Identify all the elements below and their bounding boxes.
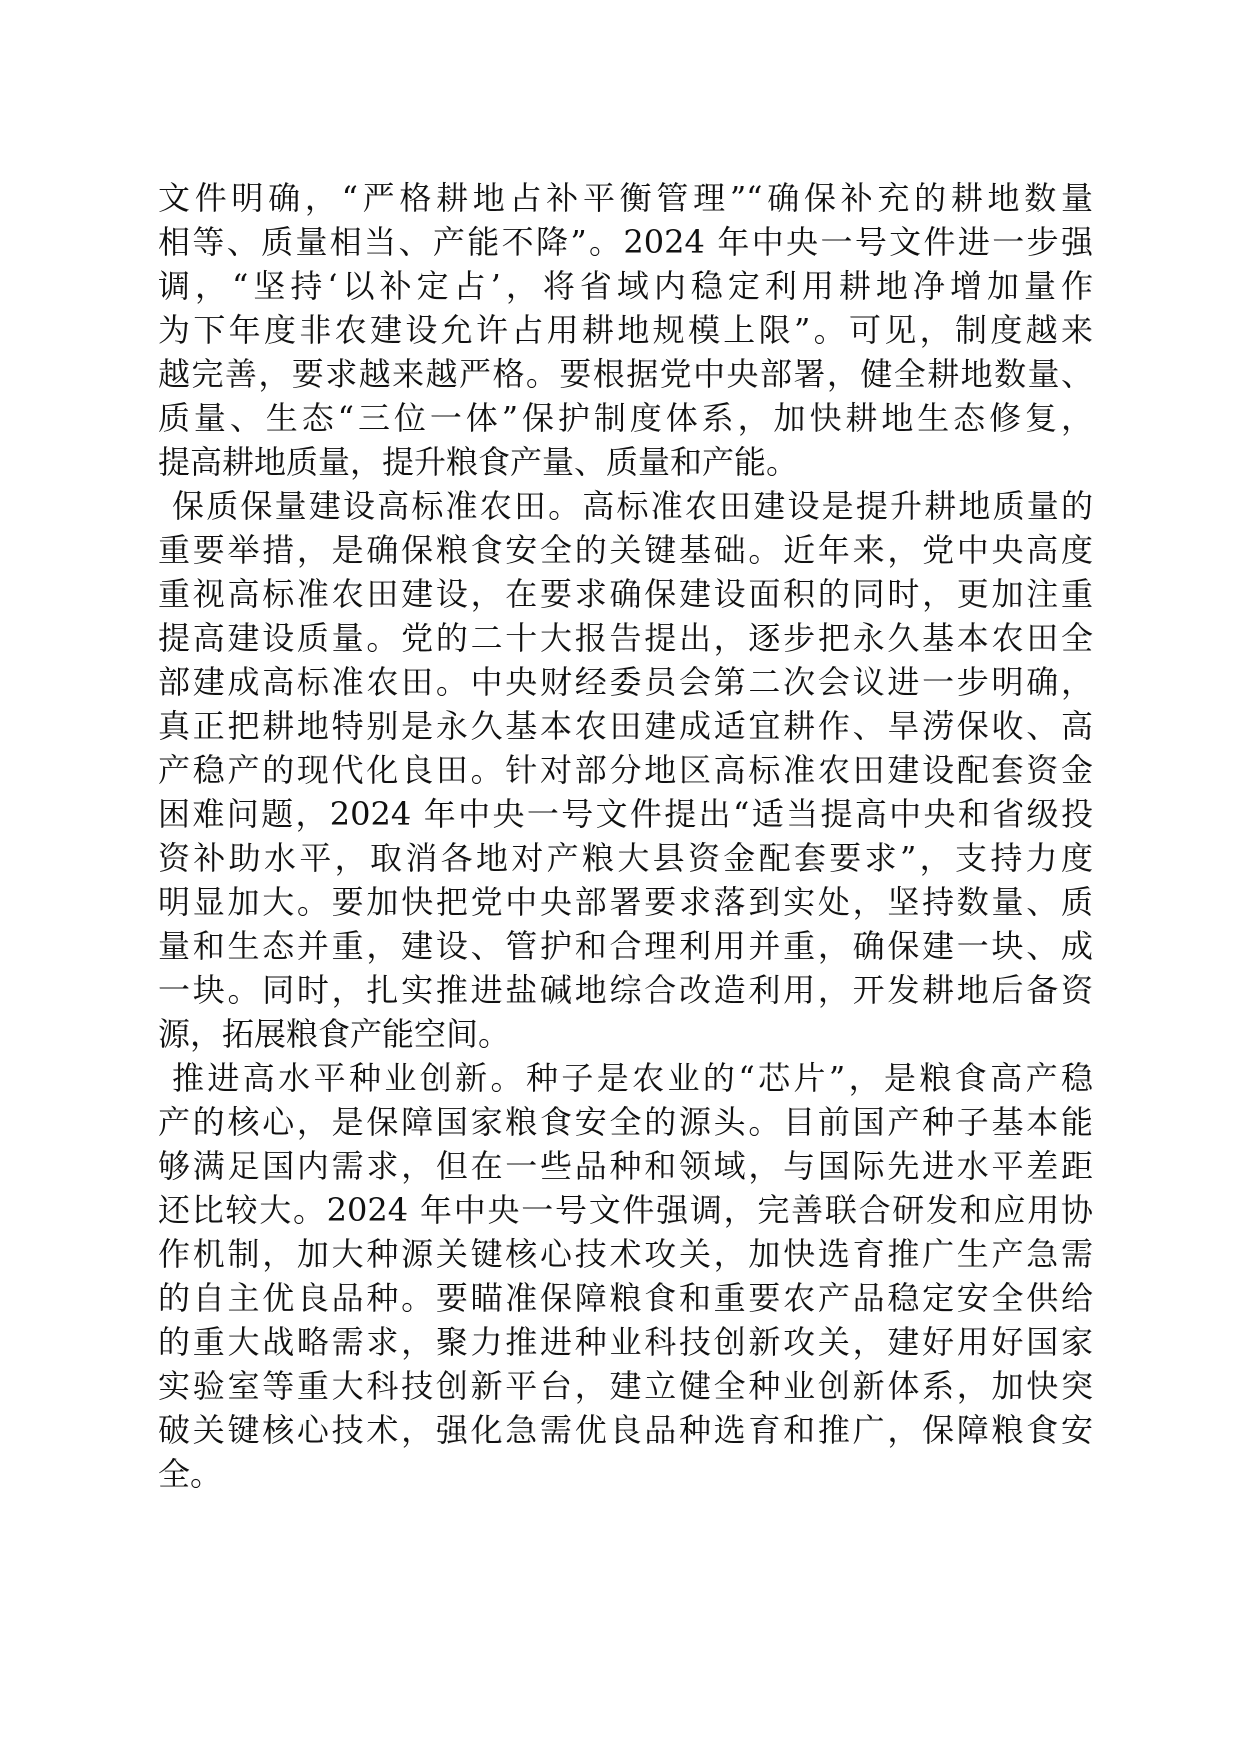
text-line: 产的核心，是保障国家粮食安全的源头。目前国产种子基本能: [158, 1103, 1093, 1141]
text-line: 量和生态并重，建设、管护和合理利用并重，确保建一块、成: [158, 927, 1093, 965]
text-line: 作机制，加大种源关键核心技术攻关，加快选育推广生产急需: [158, 1235, 1093, 1273]
text-line: 文件明确，“严格耕地占补平衡管理”“确保补充的耕地数量: [158, 179, 1093, 217]
text-line: 的重大战略需求，聚力推进种业科技创新攻关，建好用好国家: [158, 1323, 1093, 1361]
text-line: 调，“坚持‘以补定占’，将省域内稳定利用耕地净增加量作: [158, 267, 1093, 305]
text-line: 源，拓展粮食产能空间。: [158, 1015, 511, 1053]
text-line: 实验室等重大科技创新平台，建立健全种业创新体系，加快突: [158, 1367, 1093, 1405]
text-line: 越完善，要求越来越严格。要根据党中央部署，健全耕地数量、: [158, 355, 1093, 393]
text-line: 提高耕地质量，提升粮食产量、质量和产能。: [158, 443, 799, 481]
body-text: [158, 176, 1093, 1496]
text-line: 明显加大。要加快把党中央部署要求落到实处，坚持数量、质: [158, 883, 1093, 921]
text-line: 提高建设质量。党的二十大报告提出，逐步把永久基本农田全: [158, 619, 1093, 657]
paragraph-arable-land-balance: [158, 176, 1093, 484]
text-line: 重要举措，是确保粮食安全的关键基础。近年来，党中央高度: [158, 531, 1093, 569]
text-line: 部建成高标准农田。中央财经委员会第二次会议进一步明确，: [158, 663, 1093, 701]
text-line: 真正把耕地特别是永久基本农田建成适宜耕作、旱涝保收、高: [158, 707, 1093, 745]
text-line: 相等、质量相当、产能不降”。2024 年中央一号文件进一步强: [158, 223, 1093, 261]
text-line: 重视高标准农田建设，在要求确保建设面积的同时，更加注重: [158, 575, 1093, 613]
text-line: 产稳产的现代化良田。针对部分地区高标准农田建设配套资金: [158, 751, 1093, 789]
text-line: 保质保量建设高标准农田。高标准农田建设是提升耕地质量的: [172, 487, 1093, 525]
text-line: 一块。同时，扎实推进盐碱地综合改造利用，开发耕地后备资: [158, 971, 1093, 1009]
text-line: 质量、生态“三位一体”保护制度体系，加快耕地生态修复，: [158, 399, 1093, 437]
text-line: 资补助水平，取消各地对产粮大县资金配套要求”，支持力度: [158, 839, 1093, 877]
text-line: 的自主优良品种。要瞄准保障粮食和重要农产品稳定安全供给: [158, 1279, 1093, 1317]
paragraph-seed-innovation: [158, 1056, 1093, 1496]
paragraph-high-standard-farmland: [158, 484, 1093, 1056]
text-line: 破关键核心技术，强化急需优良品种选育和推广，保障粮食安: [158, 1411, 1093, 1449]
text-line: 推进高水平种业创新。种子是农业的“芯片”，是粮食高产稳: [172, 1059, 1093, 1097]
text-line: 为下年度非农建设允许占用耕地规模上限”。可见，制度越来: [158, 311, 1093, 349]
text-line: 困难问题，2024 年中央一号文件提出“适当提高中央和省级投: [158, 795, 1093, 833]
text-line: 够满足国内需求，但在一些品种和领域，与国际先进水平差距: [158, 1147, 1093, 1185]
text-line: 全。: [158, 1455, 223, 1493]
text-line: 还比较大。2024 年中央一号文件强调，完善联合研发和应用协: [158, 1191, 1093, 1229]
